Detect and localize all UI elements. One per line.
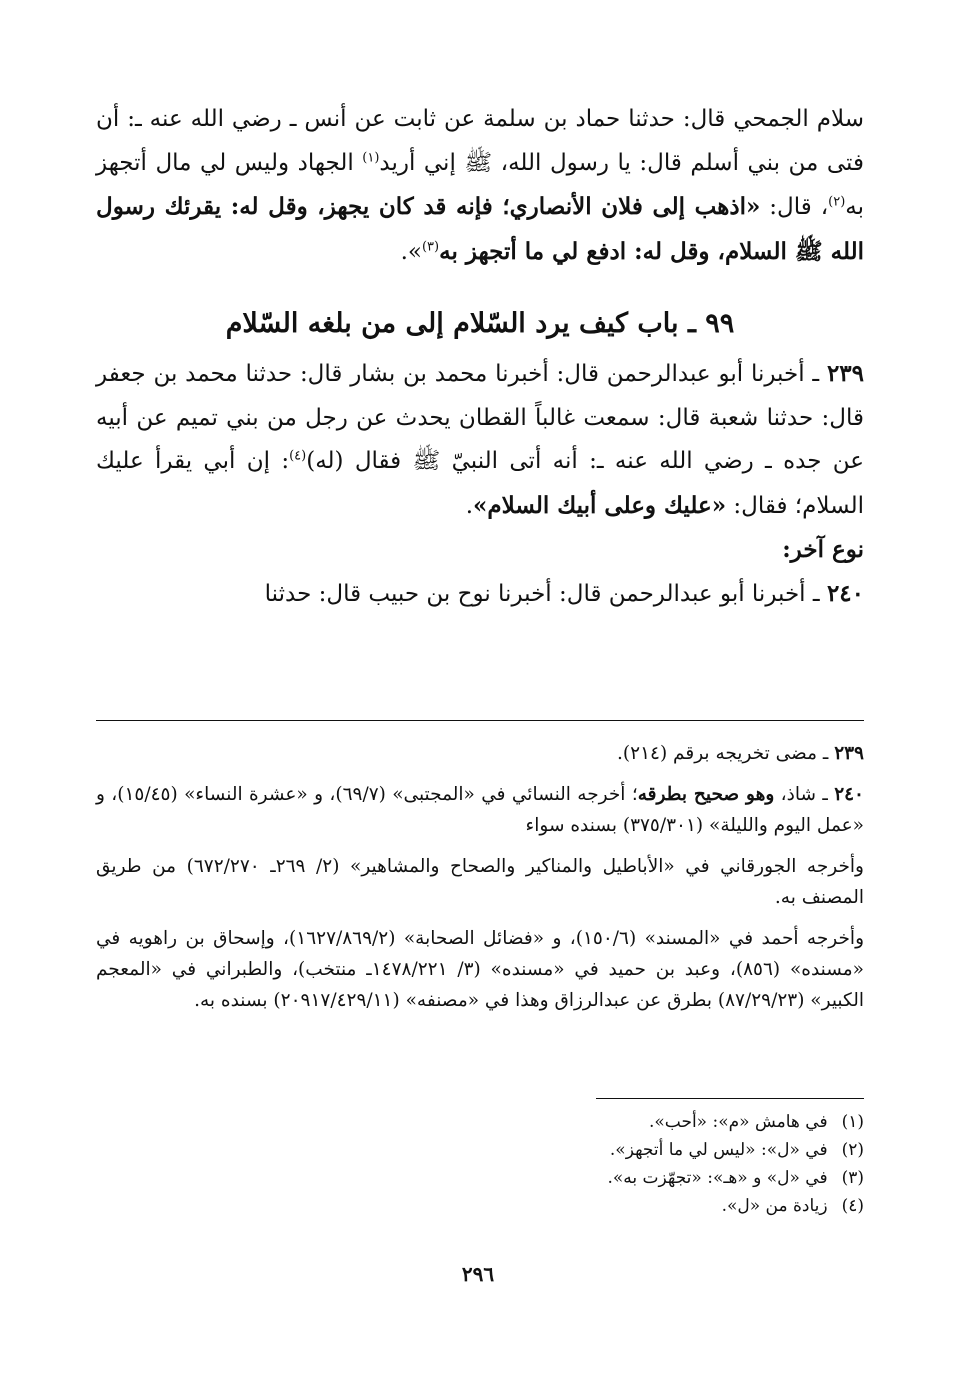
text-segment: : إن أبي يقرأ عليك السلام؛ فقال: <box>96 448 864 519</box>
takhrij-paragraph: وأخرجه الجورقاني في «الأباطيل والمناكير والصحاح والمشاهير» (٢/ ٢٦٩ـ ٦٧٢/٢٧٠) من طريق المصنف به. <box>96 856 864 908</box>
main-text <box>96 98 864 616</box>
footnote-number: (١) <box>841 1112 864 1132</box>
text-segment: ، قال: <box>760 194 829 220</box>
hadith-239 <box>96 352 864 528</box>
text-segment: ـ أخبرنا أبو عبدالرحمن قال: أخبرنا نوح بن حبيب قال: حدثنا <box>264 580 827 607</box>
takhrij-239 <box>96 738 864 769</box>
footnote-ref[interactable]: (٣) <box>421 238 440 254</box>
subheading: نوع آخر: <box>782 536 864 563</box>
page-number: ٢٩٦ <box>461 1262 495 1286</box>
footnote-text: في «ل» و «هـ»: «تجهّزت به». <box>607 1168 828 1188</box>
hadith-number: ٢٣٩ <box>826 360 864 387</box>
footnote-ref[interactable]: (٤) <box>289 448 307 464</box>
takhrij-section <box>96 738 864 1026</box>
text-segment: ». <box>400 238 422 265</box>
bold-text: وهو صحيح بطرقه <box>637 784 775 805</box>
hadith-number: ٢٤٠ <box>834 784 864 805</box>
footnote-text: زيادة من «ل». <box>721 1196 828 1216</box>
footnote-number: (٣) <box>841 1168 864 1188</box>
text-segment: . <box>465 492 474 519</box>
takhrij-240 <box>96 779 864 841</box>
divider-line <box>96 720 864 721</box>
footnote-text: في هامش «م»: «أحب». <box>648 1112 828 1132</box>
footnote-item <box>96 1192 864 1220</box>
text-segment: ـ مضى تخريجه برقم (٢١٤). <box>617 743 835 764</box>
footnote-ref[interactable]: (٢) <box>828 194 846 210</box>
text-segment: ـ أخبرنا أبو عبدالرحمن قال: أخبرنا محمد بن بشار قال: حدثنا محمد بن جعفر قال: حدثنا شعبة قال: سمعت غالباً القطان يحدث عن رجل من بني تميم عن أبيه عن جده ـ رضي الله عنه ـ: أنه أتى النبيّ ﷺ فقال (له) <box>96 361 864 474</box>
bold-text: «عليك وعلى أبيك السلام» <box>473 491 727 519</box>
bold-text: «اذهب إلى فلان الأنصاري؛ فإنه قد كان يجهز، وقل له: يقرئك رسول الله ﷺ السلام، وقل له: ادفع لي ما أتجهز به <box>96 193 864 265</box>
footnote-divider <box>596 1098 864 1099</box>
text-segment: سلام الجمحي قال: حدثنا حماد بن سلمة عن ثابت عن أنس ـ رضي الله عنه ـ: أن فتى من بني أسلم قال: يا رسول الله، ﷺ إني أريد <box>96 106 864 176</box>
hadith-continuation <box>96 98 864 274</box>
footnote-number: (٢) <box>841 1140 864 1160</box>
hadith-240 <box>96 572 864 617</box>
hadith-number: ٢٣٩ <box>834 743 864 764</box>
footnote-text: في «ل»: «ليس لي ما أتجهز». <box>609 1140 828 1160</box>
footnote-item <box>96 1164 864 1192</box>
chapter-title: ٩٩ ـ باب كيف يرد السّلام إلى من بلغه السّلام <box>225 308 735 339</box>
hadith-number: ٢٤٠ <box>826 579 864 607</box>
takhrij-paragraph: وأخرجه أحمد في «المسند» (١٥٠/٦)، و «فضائل الصحابة» (١٦٢٧/٨٦٩/٢)، وإسحاق بن راهويه في «مسنده» (٨٥٦)، وعبد بن حميد في «مسنده» (٣/ ١٤٧٨/٢٢١ـ منتخب)، والطبراني في «المعجم الكبير» (٨٧/٢٩/٢٣) بطرق عن عبدالرزاق وهذا في «مصنفه» (٢٠٩١٧/٤٢٩/١١) بسنده به. <box>96 928 864 1011</box>
footnotes <box>96 1108 864 1220</box>
text-segment: ـ شاذ، <box>774 784 835 805</box>
footnote-number: (٤) <box>841 1196 864 1216</box>
text-segment: ؛ أخرجه النسائي في «المجتبى» (٦٩/٧)، و «عشرة النساء» (١٥/٤٥)، و «عمل اليوم والليلة» (٣٧٥/٣٠١) بسنده سواء <box>96 784 864 836</box>
footnote-item <box>96 1108 864 1136</box>
footnote-ref[interactable]: (١) <box>362 149 380 165</box>
footnote-item <box>96 1136 864 1164</box>
text-segment: الجهاد وليس لي مال أتجهز به <box>96 149 864 220</box>
